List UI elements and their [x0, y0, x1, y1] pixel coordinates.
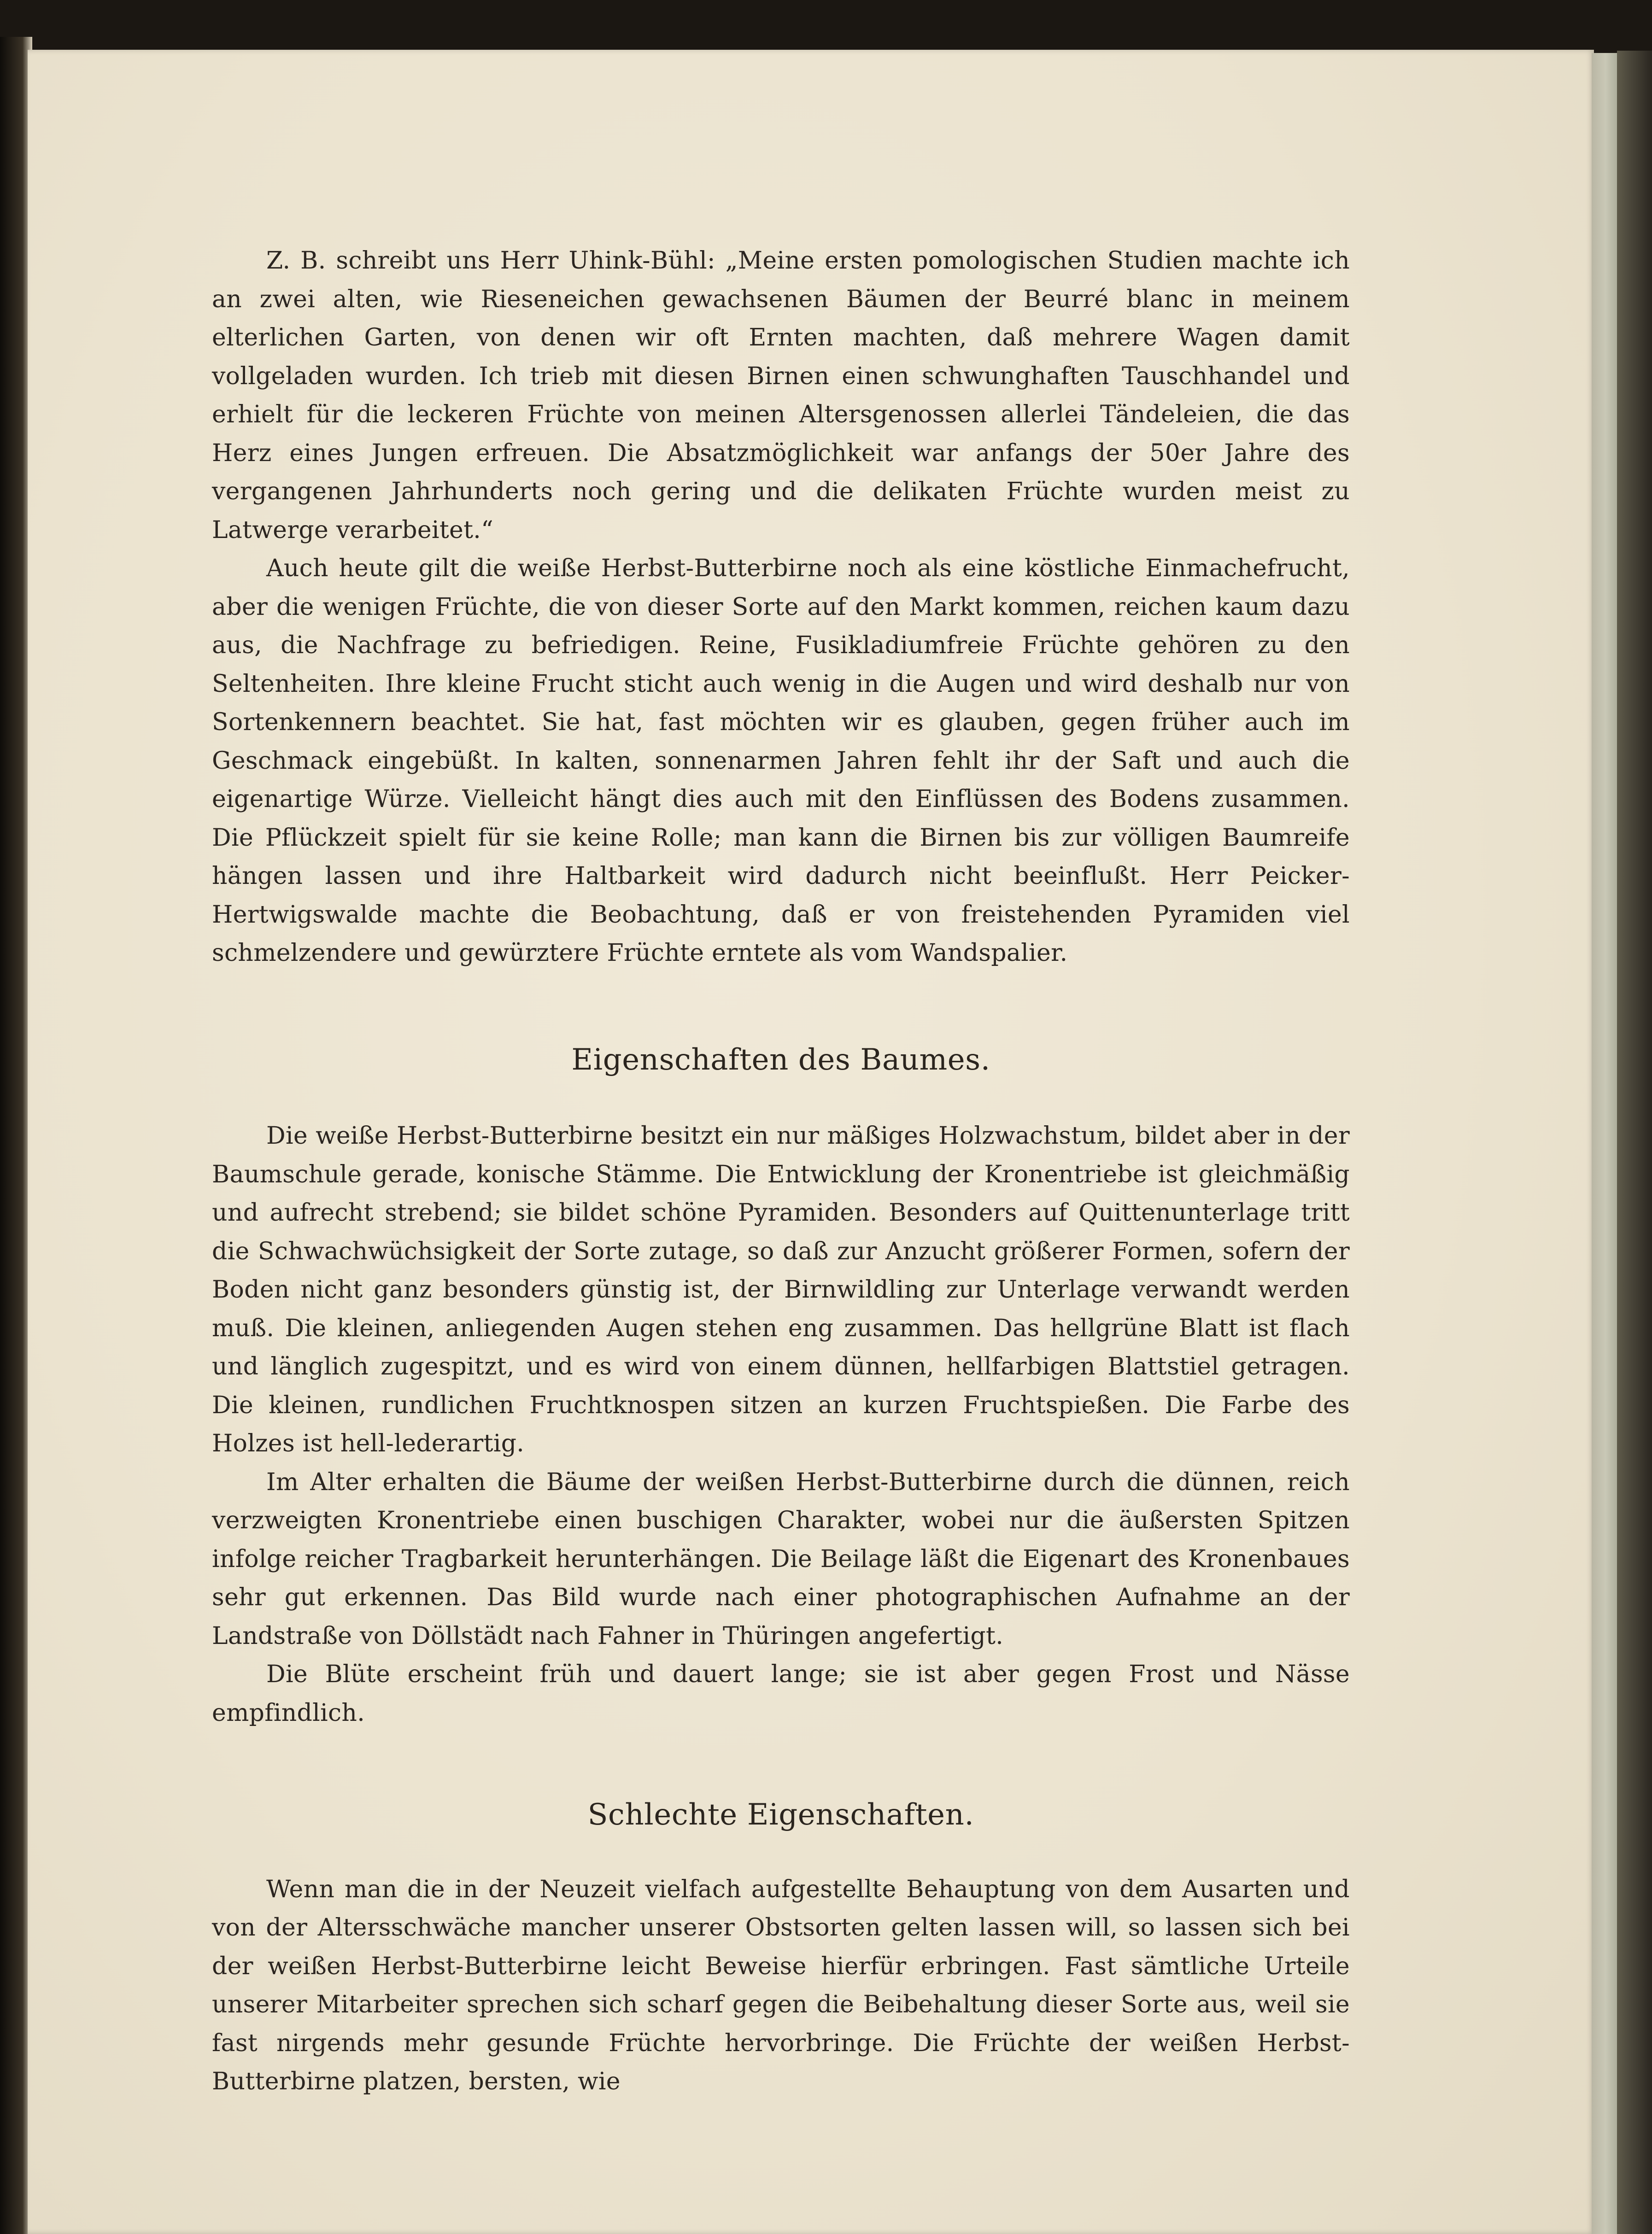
section-heading-bad-traits: Schlechte Eigenschaften. [587, 1798, 974, 1832]
paragraph: Z. B. schreibt uns Herr Uhink-Bühl: „Meine ersten pomologischen Studien machte ich an zwei alten, wie Rieseneichen gewachsenen Bäumen der Beurré blanc in meinem elterlichen Garten, von denen wir oft Ernten machten, daß mehrere Wagen damit vollgeladen wurden. Ich trieb mit diesen Birnen einen schwunghaften Tauschhandel und erhielt für die leckeren Früchte von meinen Altersgenossen allerlei Tändeleien, die das Herz eines Jungen erfreuen. Die Absatzmöglichkeit war anfangs der 50er Jahre des vergangenen Jahrhunderts noch gering und die delikaten Früchte wurden meist zu Latwerge verarbeitet.“ [212, 247, 1350, 544]
page-text [212, 242, 1350, 2101]
paragraph: Im Alter erhalten die Bäume der weißen Herbst-Butterbirne durch die dünnen, reich verzweigten Kronentriebe einen buschigen Charakter, wobei nur die äußersten Spitzen infolge reicher Tragbarkeit herunterhängen. Die Beilage läßt die Eigenart des Kronenbaues sehr gut erkennen. Das Bild wurde nach einer photographischen Aufnahme an der Landstraße von Döllstädt nach Fahner in Thüringen angefertigt. [212, 1468, 1350, 1650]
section-heading-tree: Eigenschaften des Baumes. [571, 1042, 990, 1077]
paragraph: Wenn man die in der Neuzeit vielfach aufgestellte Behauptung von dem Ausarten und von der Altersschwäche mancher unserer Obstsorten gelten lassen will, so lassen sich bei der weißen Herbst-Butterbirne leicht Beweise hierfür erbringen. Fast sämtliche Urteile unserer Mitarbeiter sprechen sich scharf gegen die Beibehaltung dieser Sorte aus, weil sie fast nirgends mehr gesunde Früchte hervorbringe. Die Früchte der weißen Herbst-Butterbirne platzen, bersten, wie [212, 1875, 1350, 2095]
paragraph: Die Blüte erscheint früh und dauert lange; sie ist aber gegen Frost und Nässe empfindlich. [212, 1661, 1350, 1727]
paragraph: Die weiße Herbst-Butterbirne besitzt ein nur mäßiges Holzwachstum, bildet aber in der Baumschule gerade, konische Stämme. Die Entwicklung der Kronentriebe ist gleichmäßig und aufrecht strebend; sie bildet schöne Pyramiden. Besonders auf Quittenunterlage tritt die Schwachwüchsigkeit der Sorte zutage, so daß zur Anzucht größerer Formen, sofern der Boden nicht ganz besonders günstig ist, der Birnwildling zur Unterlage verwandt werden muß. Die kleinen, anliegenden Augen stehen eng zusammen. Das hellgrüne Blatt ist flach und länglich zugespitzt, und es wird von einem dünnen, hellfarbigen Blattstiel getragen. Die kleinen, rundlichen Fruchtknospen sitzen an kurzen Fruchtspießen. Die Farbe des Holzes ist hell-lederartig. [212, 1122, 1350, 1457]
paragraph: Auch heute gilt die weiße Herbst-Butterbirne noch als eine köstliche Einmachefrucht, aber die wenigen Früchte, die von dieser Sorte auf den Markt kommen, reichen kaum dazu aus, die Nachfrage zu befriedigen. Reine, Fusikladiumfreie Früchte gehören zu den Seltenheiten. Ihre kleine Frucht sticht auch wenig in die Augen und wird deshalb nur von Sortenkennern beachtet. Sie hat, fast möchten wir es glauben, gegen früher auch im Geschmack eingebüßt. In kalten, sonnenarmen Jahren fehlt ihr der Saft und auch die eigenartige Würze. Vielleicht hängt dies auch mit den Einflüssen des Bodens zusammen. Die Pflückzeit spielt für sie keine Rolle; man kann die Birnen bis zur völligen Baumreife hängen lassen und ihre Haltbarkeit wird dadurch nicht beeinflußt. Herr Peicker-Hertwigswalde machte die Beobachtung, daß er von freistehenden Pyramiden viel schmelzendere und gewürztere Früchte erntete als vom Wandspalier. [212, 555, 1350, 967]
cover-board-edge [1617, 51, 1652, 2234]
page-stack-edge [1592, 53, 1619, 2234]
